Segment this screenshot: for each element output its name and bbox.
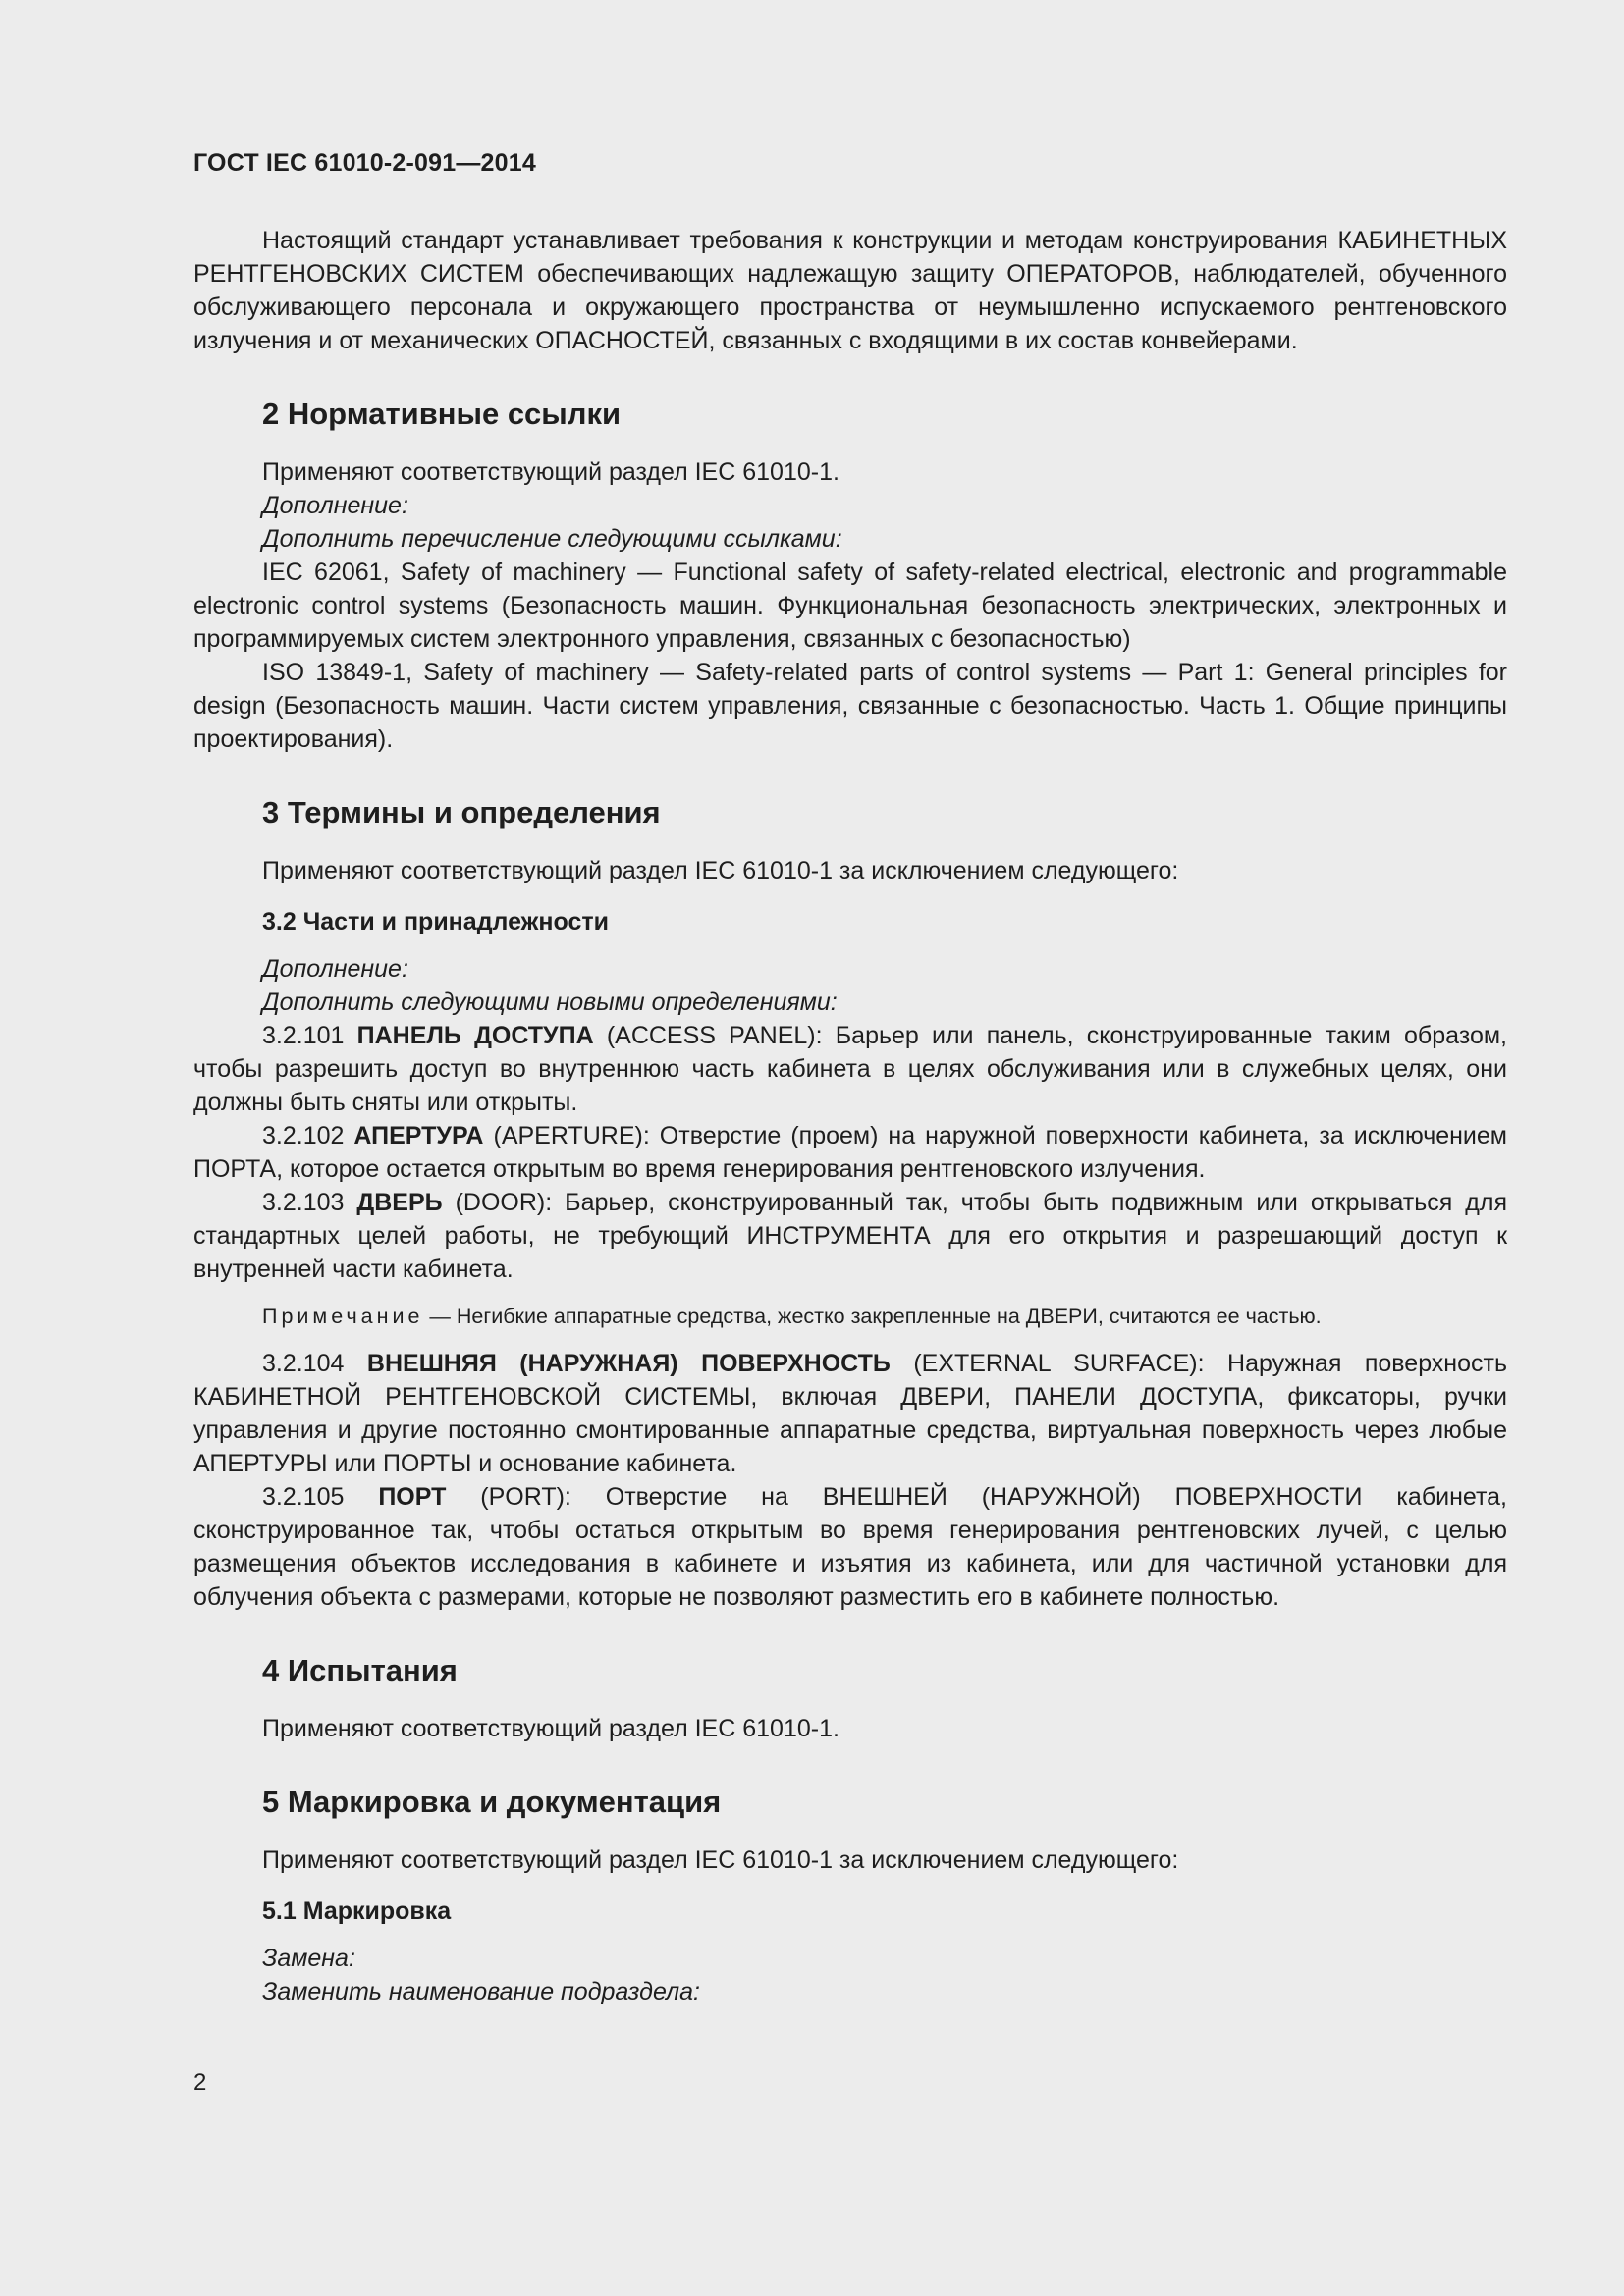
document-body	[193, 224, 1507, 2008]
s3-addition-text: Дополнить следующими новыми определениями:	[262, 988, 838, 1016]
s2-addition-text: Дополнить перечисление следующими ссылками:	[262, 525, 842, 553]
s5-paragraph: Применяют соответствующий раздел IEC 61010-1 за исключением следующего:	[262, 1846, 1179, 1874]
s3-addition-label: Дополнение:	[262, 955, 408, 983]
note-text: — Негибкие аппаратные средства, жестко закрепленные на ДВЕРИ, считаются ее частью.	[423, 1305, 1322, 1328]
subsection-5-1-heading: 5.1 Маркировка	[262, 1897, 452, 1925]
note-label: Примечание	[262, 1305, 424, 1328]
definition-number: 3.2.104	[262, 1350, 367, 1377]
page-number: 2	[193, 2069, 207, 2096]
s2-addition-label: Дополнение:	[262, 492, 408, 519]
s2-reference-iec62061: IEC 62061, Safety of machinery — Functional safety of safety-related electrical, electronic and programmable electronic control systems (Безопасность машин. Функциональная безопасность электрических, электронных и программируемых систем электронного управления, связанных с безопасностью)	[193, 559, 1507, 653]
definition-term: ВНЕШНЯЯ (НАРУЖНАЯ) ПОВЕРХНОСТЬ	[366, 1350, 891, 1377]
definition-text: (DOOR): Барьер, сконструированный так, чтобы быть подвижным или открываться для стандартных целей работы, не требующий ИНСТРУМЕНТА для его открытия и разрешающий доступ к внутренней части кабинета.	[193, 1189, 1508, 1283]
definition-term: ПАНЕЛЬ ДОСТУПА	[356, 1022, 594, 1049]
note-paragraph	[193, 1300, 1507, 1333]
definition-3-2-105	[193, 1480, 1507, 1614]
definition-number: 3.2.101	[262, 1022, 357, 1049]
definition-text: (APERTURE): Отверстие (проем) на наружной поверхности кабинета, за исключением ПОРТА, которое остается открытым во время генерирования рентгеновского излучения.	[193, 1122, 1507, 1183]
subsection-3-2-heading: 3.2 Части и принадлежности	[262, 908, 609, 935]
definition-term: АПЕРТУРА	[353, 1122, 484, 1149]
section-2-heading: 2 Нормативные ссылки	[262, 397, 622, 431]
definition-number: 3.2.103	[262, 1189, 357, 1216]
s5-replace-label: Замена:	[262, 1945, 355, 1972]
s2-reference-iso13849: ISO 13849-1, Safety of machinery — Safety-related parts of control systems — Part 1: General principles for design (Безопасность машин. Части систем управления, связанные с безопасностью. Часть 1. Общие принципы проектирования).	[193, 659, 1507, 753]
definition-text: (ACCESS PANEL): Барьер или панель, сконструированные таким образом, чтобы разрешить доступ во внутреннюю часть кабинета в целях обслуживания или в служебных целях, они должны быть сняты или открыты.	[193, 1022, 1507, 1116]
definition-term: ПОРТ	[378, 1483, 447, 1511]
definition-number: 3.2.102	[262, 1122, 354, 1149]
s4-paragraph: Применяют соответствующий раздел IEC 61010-1.	[262, 1715, 839, 1742]
definition-number: 3.2.105	[262, 1483, 379, 1511]
definition-3-2-102	[193, 1119, 1507, 1186]
definition-3-2-104	[193, 1347, 1507, 1480]
definition-text: (EXTERNAL SURFACE): Наружная поверхность КАБИНЕТНОЙ РЕНТГЕНОВСКОЙ СИСТЕМЫ, включая ДВЕРИ, ПАНЕЛИ ДОСТУПА, фиксаторы, ручки управления и другие постоянно смонтированные аппаратные средства, виртуальная поверхность через любые АПЕРТУРЫ или ПОРТЫ и основание кабинета.	[193, 1350, 1507, 1477]
definition-3-2-103	[193, 1186, 1507, 1286]
intro-paragraph: Настоящий стандарт устанавливает требования к конструкции и методам конструирования КАБИНЕТНЫХ РЕНТГЕНОВСКИХ СИСТЕМ обеспечивающих надлежащую защиту ОПЕРАТОРОВ, наблюдателей, обученного обслуживающего персонала и окружающего пространства от неумышленно испускаемого рентгеновского излучения и от механических ОПАСНОСТЕЙ, связанных с входящими в их состав конвейерами.	[193, 227, 1507, 354]
section-5-heading: 5 Маркировка и документация	[262, 1785, 722, 1819]
definition-text: (PORT): Отверстие на ВНЕШНЕЙ (НАРУЖНОЙ) ПОВЕРХНОСТИ кабинета, сконструированное так, чтобы остаться открытым во время генерирования рентгеновских лучей, с целью размещения объектов исследования в кабинете и изъятия из кабинета, или для частичной установки для облучения объекта с размерами, которые не позволяют разместить его в кабинете полностью.	[193, 1483, 1507, 1611]
definition-term: ДВЕРЬ	[356, 1189, 443, 1216]
section-3-heading: 3 Термины и определения	[262, 795, 661, 829]
s2-paragraph: Применяют соответствующий раздел IEC 61010-1.	[262, 458, 839, 486]
s5-replace-text: Заменить наименование подраздела:	[262, 1978, 700, 2005]
s3-paragraph: Применяют соответствующий раздел IEC 61010-1 за исключением следующего:	[262, 857, 1179, 884]
section-4-heading: 4 Испытания	[262, 1653, 458, 1687]
document-header: ГОСТ IEC 61010-2-091—2014	[193, 149, 536, 177]
definition-3-2-101	[193, 1019, 1507, 1119]
